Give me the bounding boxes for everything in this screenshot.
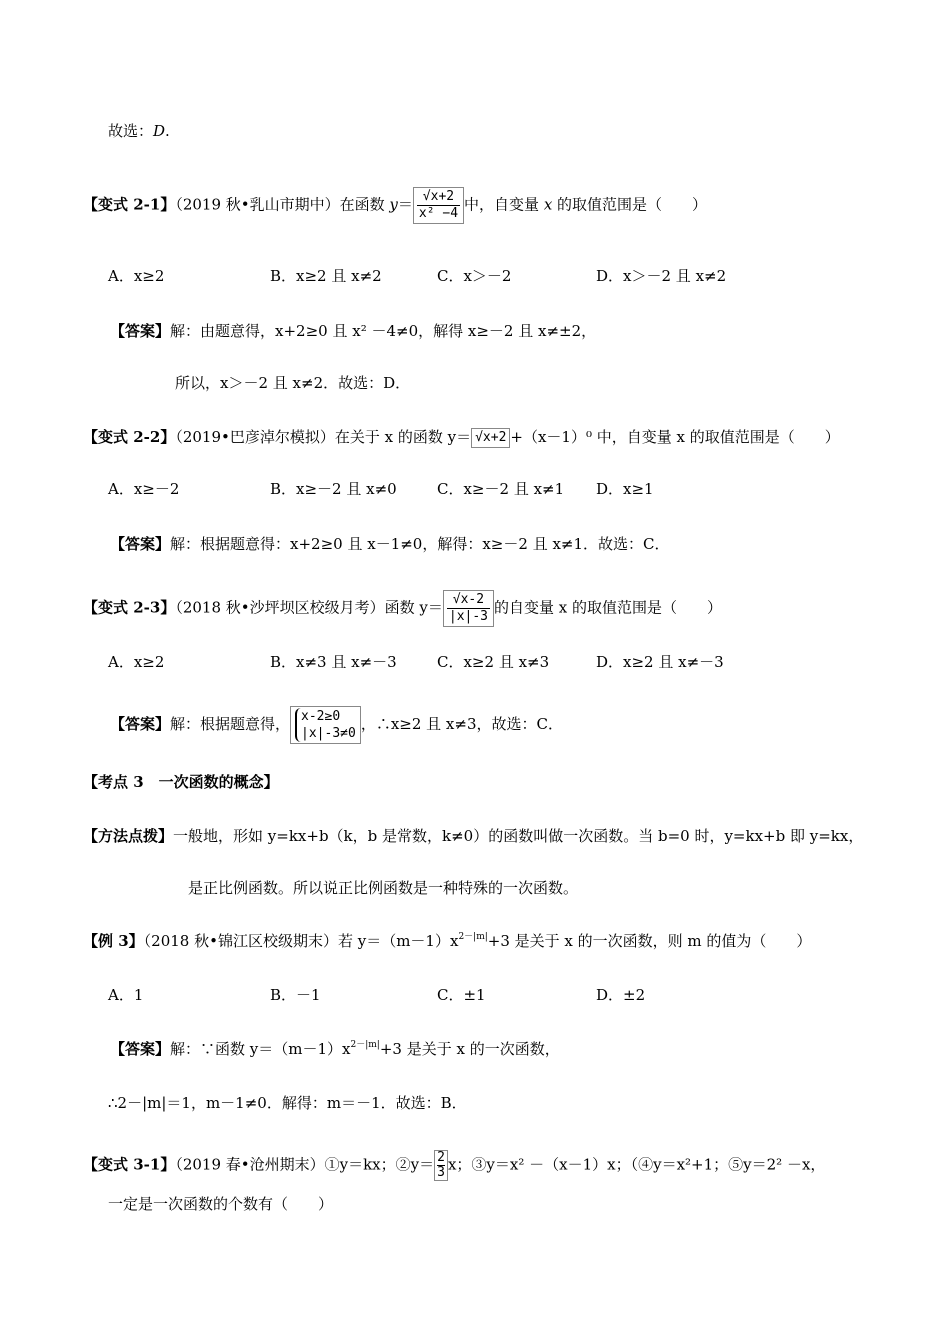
question-tail: +（x－1）⁰ 中，自变量 x 的取值范围是（ ） — [510, 428, 840, 446]
answer-text: 解：∵函数 y＝（m－1）x — [170, 1040, 351, 1058]
question-source: （2019 秋•乳山市期中）在函数 — [175, 195, 390, 214]
question-tail: 的自变量 x 的取值范围是（ ） — [494, 598, 723, 617]
option-b: B．x≠3 且 x≠－3 — [270, 653, 397, 671]
fraction-numerator: √x+2 — [417, 189, 460, 206]
system-line-2: |x|-3≠0 — [301, 726, 356, 741]
option-d: D．x≥2 且 x≠－3 — [596, 653, 724, 671]
question-tag: 【变式 3-1】 — [83, 1155, 176, 1174]
question-v21 — [83, 187, 707, 224]
answer-text: 解：根据题意得， — [170, 715, 291, 733]
option-b: B．x≥2 且 x≠2 — [270, 267, 382, 285]
section-heading: 【考点 3 一次函数的概念】 — [83, 773, 279, 791]
example-tail: +3 是关于 x 的一次函数，则 m 的值为（ ） — [487, 932, 812, 950]
fraction-denominator: x² −4 — [418, 206, 459, 221]
method-tag: 【方法点拨】 — [83, 827, 174, 845]
question-v22 — [83, 426, 840, 448]
previous-answer-line — [108, 120, 170, 142]
example-text: （2018 秋•锦江区校级期末）若 y＝（m－1）x — [143, 932, 459, 950]
answer-v21-line1 — [110, 320, 596, 342]
answer-choice: D — [153, 122, 166, 140]
equals: ＝ — [397, 195, 413, 214]
method-tip-line2: 是正比例函数。所以说正比例函数是一种特殊的一次函数。 — [188, 879, 579, 897]
inequality-system-image — [290, 706, 361, 744]
formula-image — [443, 590, 494, 627]
question-v31-line2: 一定是一次函数的个数有（ ） — [108, 1195, 334, 1213]
option-b: B．x≥－2 且 x≠0 — [270, 480, 397, 498]
question-v23 — [83, 590, 722, 627]
answer-v22 — [110, 533, 670, 555]
question-tag: 【变式 2-3】 — [83, 598, 176, 617]
system-line-1: x-2≥0 — [301, 709, 341, 724]
option-c: C．x≥－2 且 x≠1 — [437, 480, 565, 498]
answer-conclusion: ，∴x≥2 且 x≠3，故选：C． — [360, 715, 563, 733]
answer-v21-line2: 所以，x＞－2 且 x≠2．故选：D． — [175, 374, 411, 392]
fraction-denominator: |x|-3 — [448, 609, 489, 624]
answer-tag: 【答案】 — [110, 1040, 171, 1058]
method-text: 一般地，形如 y=kx+b（k，b 是常数，k≠0）的函数叫做一次函数。当 b=0 时，y=kx+b 即 y=kx， — [173, 827, 864, 845]
question-text-tail: x；③y＝x² －（x－1）x；（④y＝x²+1；⑤y＝2² －x， — [447, 1155, 826, 1174]
option-c: C．x＞－2 — [437, 267, 512, 285]
question-tag: 【变式 2-1】 — [83, 195, 176, 214]
system-brace — [295, 708, 356, 742]
method-tip-line1 — [83, 825, 863, 847]
answer-ex3-line2: ∴2－|m|＝1，m－1≠0．解得：m＝－1．故选：B． — [108, 1094, 467, 1112]
var-y: y — [389, 195, 398, 214]
fraction-numerator: 2 — [437, 1150, 445, 1165]
option-a: A．x≥－2 — [108, 480, 180, 498]
option-a: A．1 — [108, 986, 144, 1004]
option-d: D．x＞－2 且 x≠2 — [596, 267, 727, 285]
question-text: （2019 春•沧州期末）①y＝kx；②y＝ — [175, 1155, 435, 1174]
option-d: D．x≥1 — [596, 480, 654, 498]
option-c: C．x≥2 且 x≠3 — [437, 653, 550, 671]
fraction-numerator: √x-2 — [447, 592, 490, 609]
example-3 — [83, 930, 811, 952]
option-c: C．±1 — [437, 986, 486, 1004]
answer-text: 解：根据题意得：x+2≥0 且 x－1≠0，解得：x≥－2 且 x≠1．故选：C． — [170, 535, 670, 553]
question-tag: 【变式 2-2】 — [83, 428, 176, 446]
answer-tag: 【答案】 — [110, 322, 171, 340]
answer-text-tail: +3 是关于 x 的一次函数， — [379, 1040, 560, 1058]
answer-ex3-line1 — [110, 1038, 560, 1060]
question-source: （2018 秋•沙坪坝区校级月考）函数 y＝ — [175, 598, 443, 617]
option-a: A．x≥2 — [108, 267, 165, 285]
question-source: （2019•巴彦淖尔模拟）在关于 x 的函数 y＝ — [175, 428, 472, 446]
answer-tag: 【答案】 — [110, 715, 171, 733]
example-tag: 【例 3】 — [83, 932, 144, 950]
period: . — [165, 122, 170, 140]
question-text: 中，自变量 — [464, 195, 544, 214]
fraction-denominator: 3 — [437, 1165, 445, 1180]
option-a: A．x≥2 — [108, 653, 165, 671]
exponent: 2－|m| — [350, 1040, 380, 1050]
answer-v23 — [110, 706, 563, 744]
option-d: D．±2 — [596, 986, 646, 1004]
formula-image — [413, 187, 464, 224]
answer-tag: 【答案】 — [110, 535, 171, 553]
question-tail: 的取值范围是（ ） — [552, 195, 708, 214]
answer-text: 解：由题意得，x+2≥0 且 x² －4≠0，解得 x≥－2 且 x≠±2， — [170, 322, 597, 340]
exponent: 2－|m| — [458, 932, 488, 942]
var-x: x — [543, 195, 553, 214]
question-v31 — [83, 1150, 825, 1181]
option-b: B．－1 — [270, 986, 321, 1004]
fraction-image — [434, 1150, 448, 1181]
sqrt-formula-image: √x+2 — [471, 428, 510, 448]
answer-prefix: 故选： — [108, 122, 154, 140]
